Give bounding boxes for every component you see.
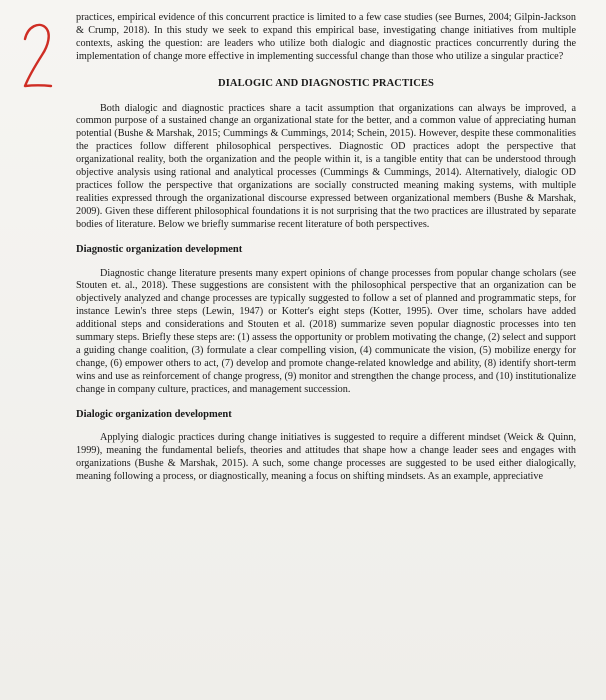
dialogic-subheading: Dialogic organization development — [76, 408, 232, 420]
intro-paragraph: practices, empirical evidence of this concurrent practice is limited to a few case studies (see Burnes, 2004; Gilpin-Jackson & Crump, 2018). In this study we seek to expand this empirical base, investigating change initiatives from multiple contexts, asking the question: are leaders who utilize both dialogic and diagnostic practices concurrently during the implementation of change more effective in implementing successful change than those who utilize a singular practice? — [76, 12, 576, 62]
section-heading: DIALOGIC AND DIAGNOSTIC PRACTICES — [218, 77, 434, 89]
dialogic-paragraph: Applying dialogic practices during change initiatives is suggested to require a different mindset (Weick & Quinn, 1999), meaning the fundamental beliefs, theories and attitudes that shape how a change leader sees and engages with organizations (Bushe & Marshak, 2015). A such, some change processes are suggested to be used either dialogically, meaning following a process, or diagnostically, meaning a focus on shifting mindsets. As an example, appreciative — [76, 432, 576, 483]
document-content — [76, 12, 576, 484]
diagnostic-paragraph: Diagnostic change literature presents many expert opinions of change processes from popular change scholars (see Stouten et. al., 2018). These suggestions are consistent with the philosophical perspective that an organization can be objectively analyzed and change processes are typically suggested to follow a set of planned and programmatic steps, for instance Lewin's three steps (Lewin, 1947) or Kotter's eight steps (Kotter, 1995). Over time, scholars have added additional steps and considerations and Stouten et al. (2018) summarize seven popular diagnostic processes into ten summary steps. Briefly these steps are: (1) assess the opportunity or problem motivating the change, (2) select and support a guiding change coalition, (3) formulate a clear compelling vision, (4) communicate the vision, (5) mobilize energy for change, (6) empower others to act, (7) develop and promote change-related knowledge and ability, (8) identify short-term wins and use as reinforcement of change progress, (9) monitor and strengthen the change process, and (10) institutionalize change in company culture, practices, and management succession. — [76, 267, 576, 395]
section-paragraph: Both dialogic and diagnostic practices share a tacit assumption that organizations can always be improved, a common purpose of a sustained change an organizational state for the better, and a common value of appreciating human potential (Bushe & Marshak, 2015; Cummings & Cummings, 2014; Schein, 2015). However, despite these commonalities the practices follow different philosophical perspectives. Diagnostic OD practices adopt the perspective that organizational reality, both the organization and the people within it, is a tangible entity that can be understood through objective analysis using rational and analytical processes (Cummings & Cummings, 2014). Alternatively, dialogic OD practices follow the perspective that organizations are socially constructed meaning making systems, with multiple realities expressed through the organizational discourse expressed between organizational members (Bushe & Marshak, 2009). Given these different philosophical foundations it is not surprising that the two practices are illustrated by separate bodies of literature. Below we briefly summarise recent literature of both perspectives. — [76, 102, 576, 230]
handwritten-page-number-mark — [20, 16, 54, 96]
diagnostic-subheading: Diagnostic organization development — [76, 243, 243, 255]
